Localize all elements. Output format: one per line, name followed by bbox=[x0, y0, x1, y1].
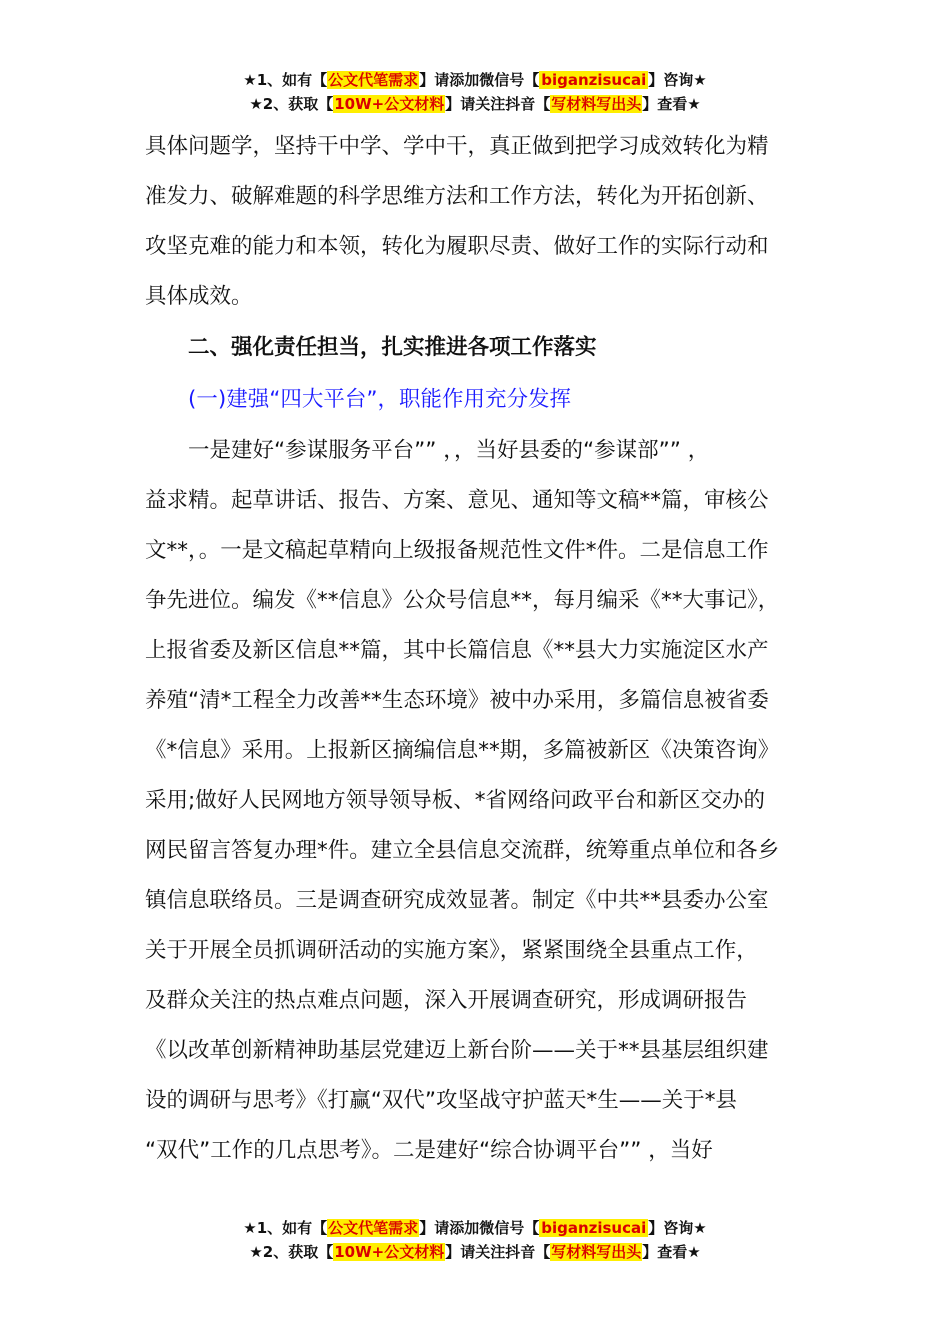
banner-text: 】查看★ bbox=[642, 95, 701, 113]
banner-text: 】查看★ bbox=[642, 1243, 701, 1261]
banner-highlight-service: 公文代笔需求 bbox=[328, 1219, 419, 1237]
text-line: 养殖“清*工程全力改善**生态环境》被中办采用，多篇信息被省委 bbox=[145, 688, 769, 713]
banner-highlight-materials: 10W+公文材料 bbox=[334, 95, 445, 113]
text-line: 网民留言答复办理*件。建立全县信息交流群，统筹重点单位和各乡 bbox=[145, 838, 780, 863]
text-line: 设的调研与思考》《打赢“双代”攻坚战守护蓝天*生——关于*县 bbox=[145, 1088, 738, 1113]
banner-text: ★1、如有【 bbox=[243, 71, 328, 89]
footer-banner bbox=[0, 1216, 950, 1264]
header-banner bbox=[0, 68, 950, 116]
text-line: 《以改革创新精神助基层党建迈上新台阶——关于**县基层组织建 bbox=[145, 1038, 769, 1063]
banner-highlight-douyin: 写材料写出头 bbox=[551, 1243, 642, 1261]
banner-line-2 bbox=[0, 1240, 950, 1264]
banner-text: 】请关注抖音【 bbox=[445, 1243, 551, 1261]
section-heading: 二、强化责任担当，扎实推进各项工作落实 bbox=[188, 335, 597, 360]
text-line: 攻坚克难的能力和本领，转化为履职尽责、做好工作的实际行动和 bbox=[145, 234, 769, 259]
text-line: 文**，。一是文稿起草精向上级报备规范性文件*件。二是信息工作 bbox=[145, 538, 769, 563]
banner-highlight-materials: 10W+公文材料 bbox=[334, 1243, 445, 1261]
banner-wechat-id: biganzisucai bbox=[541, 71, 647, 89]
text-line: 关于开展全员抓调研活动的实施方案》，紧紧围绕全县重点工作， bbox=[145, 938, 758, 963]
text-line: 具体问题学，坚持干中学、学中干，真正做到把学习成效转化为精 bbox=[145, 134, 769, 159]
text-line: “双代”工作的几点思考》。二是建好“综合协调平台”” ，当好 bbox=[145, 1138, 713, 1163]
banner-text: 】请关注抖音【 bbox=[445, 95, 551, 113]
text-line: 益求精。起草讲话、报告、方案、意见、通知等文稿**篇，审核公 bbox=[145, 488, 769, 513]
banner-highlight-douyin: 写材料写出头 bbox=[551, 95, 642, 113]
text-line: 镇信息联络员。三是调查研究成效显著。制定《中共**县委办公室 bbox=[145, 888, 769, 913]
banner-text: 】咨询★ bbox=[648, 1219, 707, 1237]
text-line: 一是建好“参谋服务平台”” ，，当好县委的“参谋部”” ， bbox=[188, 438, 710, 463]
banner-highlight-service: 公文代笔需求 bbox=[328, 71, 419, 89]
subsection-heading: (一)建强“四大平台”，职能作用充分发挥 bbox=[188, 387, 572, 412]
banner-text: ★1、如有【 bbox=[243, 1219, 328, 1237]
text-line: 及群众关注的热点难点问题，深入开展调查研究，形成调研报告 bbox=[145, 988, 748, 1013]
text-line: 采用;做好人民网地方领导领导板、*省网络问政平台和新区交办的 bbox=[145, 788, 765, 813]
banner-text: 】咨询★ bbox=[648, 71, 707, 89]
document-body bbox=[145, 122, 805, 1176]
text-line: 准发力、破解难题的科学思维方法和工作方法，转化为开拓创新、 bbox=[145, 184, 769, 209]
banner-text: 】请添加微信号【 bbox=[419, 1219, 540, 1237]
banner-line-1 bbox=[0, 1216, 950, 1240]
text-line: 争先进位。编发《**信息》公众号信息**，每月编采《**大事记》， bbox=[145, 588, 780, 613]
intro-paragraph bbox=[145, 122, 805, 322]
banner-text: ★2、获取【 bbox=[249, 95, 334, 113]
text-line: 具体成效。 bbox=[145, 284, 253, 309]
banner-text: 】请添加微信号【 bbox=[419, 71, 540, 89]
banner-text: ★2、获取【 bbox=[249, 1243, 334, 1261]
banner-line-1 bbox=[0, 68, 950, 92]
banner-line-2 bbox=[0, 92, 950, 116]
banner-wechat-id: biganzisucai bbox=[541, 1219, 647, 1237]
body-paragraph bbox=[145, 426, 805, 1176]
text-line: 《*信息》采用。上报新区摘编信息**期，多篇被新区《决策咨询》 bbox=[145, 738, 780, 763]
text-line: 上报省委及新区信息**篇，其中长篇信息《**县大力实施淀区水产 bbox=[145, 638, 769, 663]
